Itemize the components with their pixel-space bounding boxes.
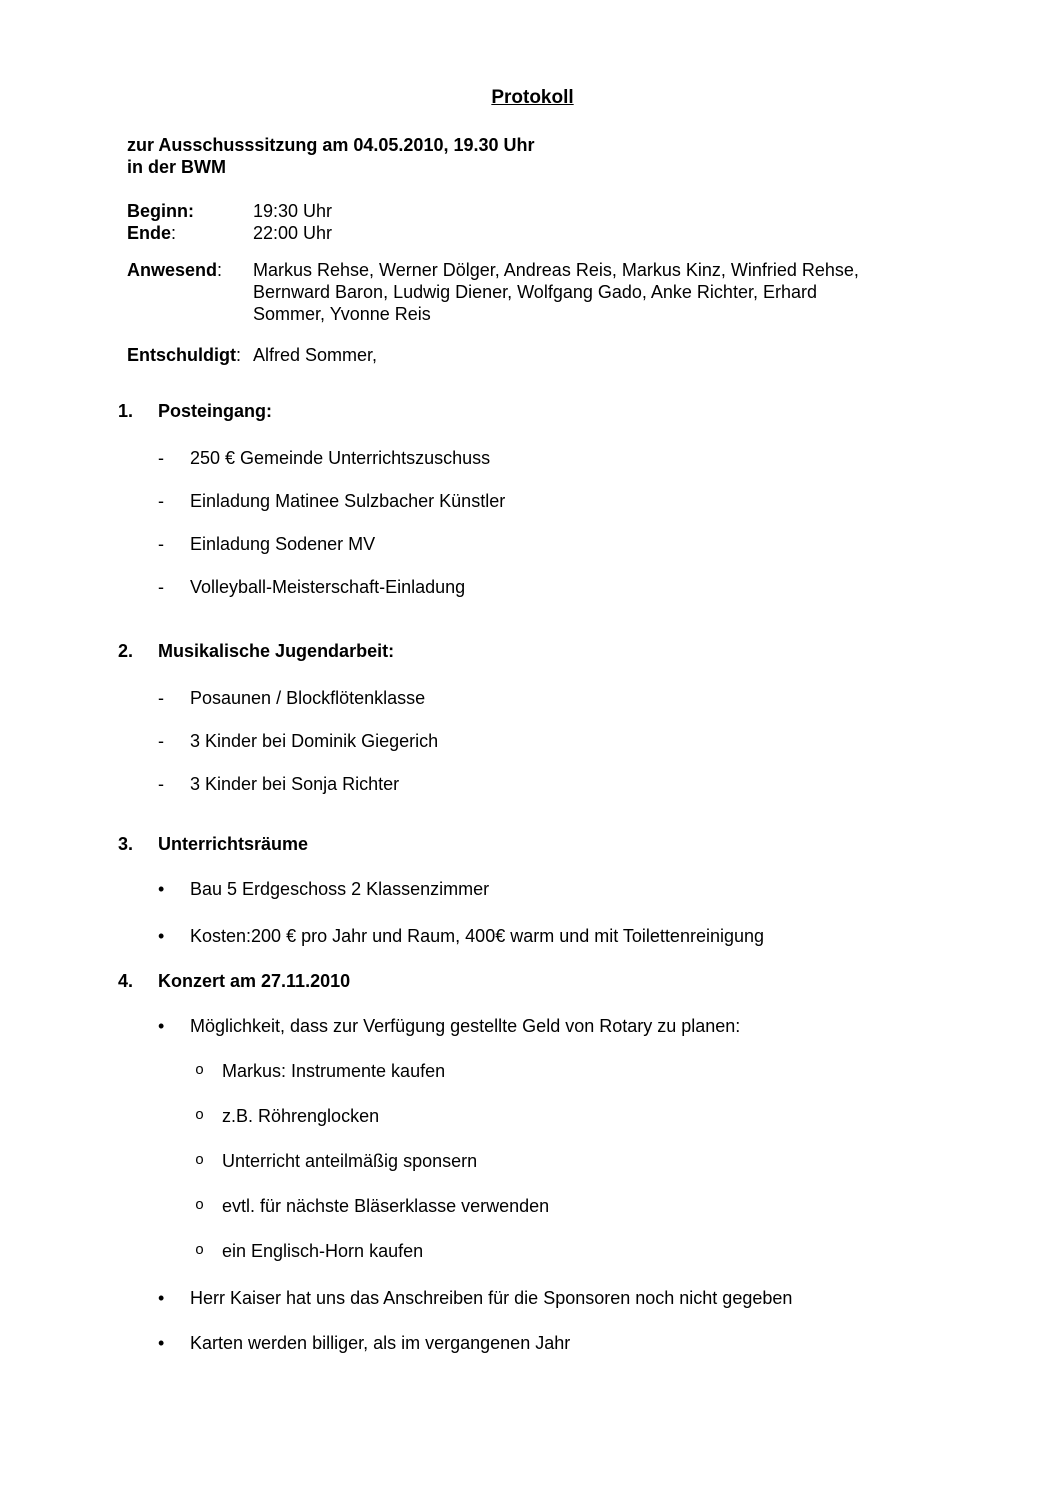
rotary-sub-list: [127, 1060, 938, 1262]
anwesend-line: Sommer, Yvonne Reis: [253, 304, 431, 324]
meta-label-anwesend-text: Anwesend: [127, 260, 218, 280]
sub-list-item-text: z.B. Röhrenglocken: [222, 1106, 380, 1126]
meta-value-anwesend: [253, 259, 859, 325]
list-item: [158, 447, 938, 469]
meta-value-ende: 22:00 Uhr: [253, 223, 333, 243]
circle-bullet-marker: o: [195, 1107, 205, 1124]
circle-bullet-marker: o: [195, 1152, 205, 1169]
sub-list-item: [195, 1195, 938, 1217]
dash-bullet-marker: -: [158, 688, 164, 708]
anwesend-line: Markus Rehse, Werner Dölger, Andreas Reis, Markus Kinz, Winfried Rehse,: [253, 260, 859, 280]
sub-list-item: [195, 1105, 938, 1127]
sub-list-item-text: ein Englisch-Horn kaufen: [222, 1241, 424, 1261]
meta-label-anwesend-colon: :: [217, 260, 223, 280]
list-item: [158, 925, 938, 947]
list-item-text: Herr Kaiser hat uns das Anschreiben für die Sponsoren noch nicht gegeben: [190, 1288, 793, 1308]
section-heading-text: Musikalische Jugendarbeit:: [158, 641, 395, 661]
meta-label-entschuldigt-text: Entschuldigt: [127, 345, 236, 365]
circle-bullet-marker: o: [195, 1242, 205, 1259]
meta-row-beginn: [127, 200, 938, 222]
list-item-text: Volleyball-Meisterschaft-Einladung: [190, 577, 466, 597]
meta-block: [127, 200, 938, 366]
disc-bullet-marker: •: [158, 1288, 165, 1308]
meta-value-entschuldigt: Alfred Sommer,: [253, 345, 378, 365]
list-item: [158, 1287, 938, 1309]
disc-bullet-marker: •: [158, 1333, 165, 1353]
list-item-text: Bau 5 Erdgeschoss 2 Klassenzimmer: [190, 879, 490, 899]
section-heading-posteingang: [118, 400, 938, 422]
list-item-text: Karten werden billiger, als im vergangenen Jahr: [190, 1333, 571, 1353]
list-item-text: Posaunen / Blockflötenklasse: [190, 688, 426, 708]
dash-bullet-marker: -: [158, 534, 164, 554]
anwesend-line: Bernward Baron, Ludwig Diener, Wolfgang Gado, Anke Richter, Erhard: [253, 282, 817, 302]
list-item: [158, 490, 938, 512]
jugendarbeit-list: [127, 687, 938, 795]
disc-bullet-marker: •: [158, 926, 165, 946]
section-heading-jugendarbeit: [118, 640, 938, 662]
list-item-text: Möglichkeit, dass zur Verfügung gestellte Geld von Rotary zu planen:: [190, 1016, 741, 1036]
list-item: [158, 687, 938, 709]
list-item-text: Kosten:200 € pro Jahr und Raum, 400€ warm und mit Toilettenreinigung: [190, 926, 765, 946]
meta-label-anwesend: [127, 259, 253, 325]
circle-bullet-marker: o: [195, 1197, 205, 1214]
meta-label-beginn: Beginn:: [127, 201, 194, 221]
sub-list-item: [195, 1150, 938, 1172]
list-item: [158, 773, 938, 795]
konzert-list: [127, 1015, 938, 1354]
dash-bullet-marker: -: [158, 731, 164, 751]
section-heading-text: Konzert am 27.11.2010: [158, 971, 351, 991]
section-number: 3.: [118, 834, 134, 854]
meta-row-anwesend: [127, 259, 938, 325]
dash-bullet-marker: -: [158, 491, 164, 511]
section-heading-unterrichtsraeume: [118, 833, 938, 855]
section-number: 2.: [118, 641, 134, 661]
sub-list-item-text: evtl. für nächste Bläserklasse verwenden: [222, 1196, 550, 1216]
list-item-text: Einladung Sodener MV: [190, 534, 376, 554]
list-item: [158, 730, 938, 752]
section-heading-text: Unterrichtsräume: [158, 834, 309, 854]
sub-list-item-text: Unterricht anteilmäßig sponsern: [222, 1151, 478, 1171]
meta-label-entschuldigt: [127, 344, 253, 366]
list-item-text: 3 Kinder bei Sonja Richter: [190, 774, 400, 794]
subtitle-line1: zur Ausschusssitzung am 04.05.2010, 19.30 Uhr: [127, 135, 535, 155]
section-heading-konzert: [118, 970, 938, 992]
list-item: [158, 1332, 938, 1354]
subtitle-line2: in der BWM: [127, 157, 226, 177]
disc-bullet-marker: •: [158, 1016, 165, 1036]
section-heading-text: Posteingang:: [158, 401, 273, 421]
unterrichtsraeume-list: [127, 878, 938, 947]
sub-list-item-text: Markus: Instrumente kaufen: [222, 1061, 446, 1081]
meta-label-entschuldigt-colon: :: [236, 345, 242, 365]
list-item: [158, 878, 938, 900]
meta-label-ende-text: Ende: [127, 223, 172, 243]
list-item-text: Einladung Matinee Sulzbacher Künstler: [190, 491, 506, 511]
disc-bullet-marker: •: [158, 879, 165, 899]
dash-bullet-marker: -: [158, 774, 164, 794]
meta-row-entschuldigt: [127, 344, 938, 366]
section-number: 4.: [118, 971, 134, 991]
meta-row-ende: [127, 222, 938, 244]
meta-value-beginn: 19:30 Uhr: [253, 201, 333, 221]
list-item: [158, 576, 938, 598]
meta-label-ende-colon: :: [171, 223, 177, 243]
list-item: [158, 1015, 938, 1037]
circle-bullet-marker: o: [195, 1062, 205, 1079]
section-number: 1.: [118, 401, 134, 421]
document-subtitle: [127, 134, 938, 178]
list-item-text: 250 € Gemeinde Unterrichtszuschuss: [190, 448, 491, 468]
dash-bullet-marker: -: [158, 577, 164, 597]
sub-list-item: [195, 1240, 938, 1262]
page-title: Protokoll: [491, 87, 574, 108]
dash-bullet-marker: -: [158, 448, 164, 468]
meta-label-ende: [127, 222, 253, 244]
sub-list-item: [195, 1060, 938, 1082]
posteingang-list: [127, 447, 938, 598]
list-item: [158, 533, 938, 555]
list-item-text: 3 Kinder bei Dominik Giegerich: [190, 731, 439, 751]
